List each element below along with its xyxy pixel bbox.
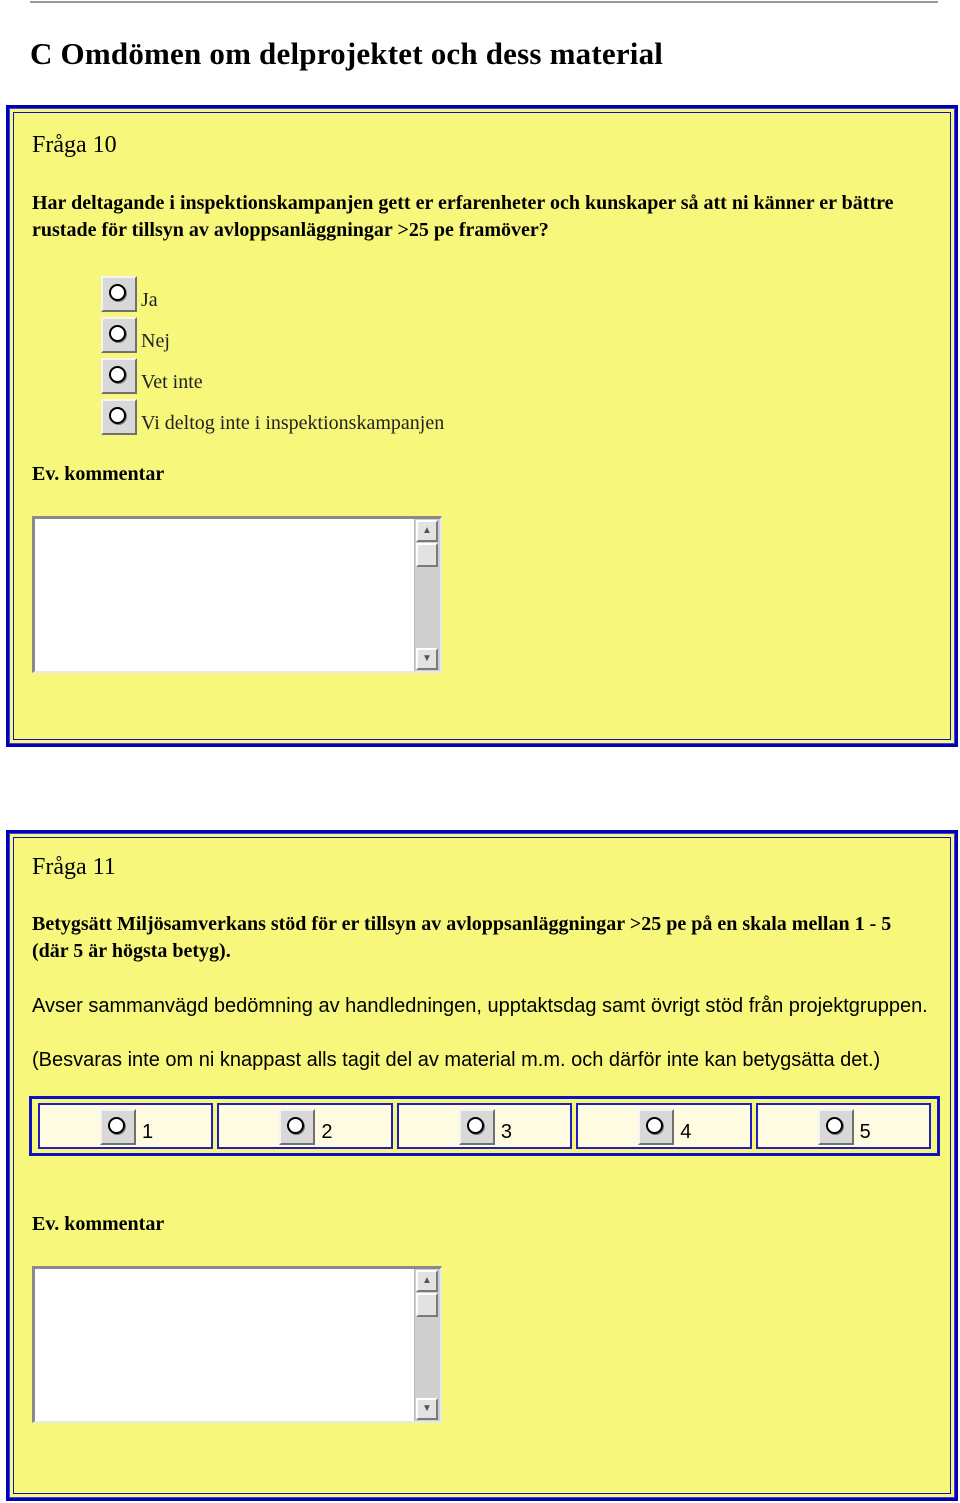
arrow-down-icon[interactable]: ▼ — [416, 1398, 438, 1420]
radio-button-icon[interactable] — [818, 1109, 854, 1145]
arrow-up-icon[interactable]: ▲ — [416, 520, 438, 542]
question-10-text: Har deltagande i inspektionskampanjen gett er erfarenheter och kunskaper så att ni känner er bättre rustade för tillsyn av avloppsanläggningar >25 pe framöver? — [32, 192, 894, 241]
rating-label: 1 — [142, 1121, 154, 1143]
question-11-panel — [6, 830, 958, 1501]
question-11-note: Avser sammanvägd bedömning av handledningen, upptaktsdag samt övrigt stöd från projektgruppen. — [32, 995, 928, 1017]
radio-button-icon[interactable] — [101, 358, 137, 394]
radio-button-icon[interactable] — [101, 276, 137, 312]
radio-button-icon[interactable] — [638, 1109, 674, 1145]
rating-option-5[interactable] — [756, 1103, 931, 1149]
radio-button-icon[interactable] — [101, 317, 137, 353]
arrow-up-icon[interactable]: ▲ — [416, 1270, 438, 1292]
rating-label: 5 — [859, 1121, 871, 1143]
scrollbar-thumb[interactable] — [416, 1293, 438, 1317]
option-label: Ja — [141, 289, 158, 311]
top-rule — [30, 1, 938, 3]
textarea-scrollbar[interactable] — [414, 519, 440, 671]
rating-label: 2 — [321, 1121, 333, 1143]
question-10-title: Fråga 10 — [32, 132, 117, 158]
textarea-scrollbar[interactable] — [414, 1269, 440, 1421]
radio-button-icon[interactable] — [101, 399, 137, 435]
option-nej[interactable] — [101, 312, 444, 353]
rating-option-3[interactable] — [397, 1103, 572, 1149]
rating-scale — [29, 1096, 940, 1156]
comment-textarea[interactable] — [32, 1266, 442, 1423]
option-label: Nej — [141, 330, 170, 352]
rating-label: 4 — [680, 1121, 692, 1143]
option-ja[interactable] — [101, 271, 444, 312]
rating-option-1[interactable] — [38, 1103, 213, 1149]
rating-option-2[interactable] — [217, 1103, 392, 1149]
scrollbar-thumb[interactable] — [416, 543, 438, 567]
radio-button-icon[interactable] — [279, 1109, 315, 1145]
comment-label: Ev. kommentar — [32, 463, 165, 485]
option-label: Vet inte — [141, 371, 203, 393]
question-11-title: Fråga 11 — [32, 854, 116, 880]
question-11-text: Betygsätt Miljösamverkans stöd för er tillsyn av avloppsanläggningar >25 pe på en skala mellan 1 - 5 (där 5 är högsta betyg). — [32, 913, 892, 962]
radio-button-icon[interactable] — [100, 1109, 136, 1145]
radio-button-icon[interactable] — [459, 1109, 495, 1145]
comment-textarea[interactable] — [32, 516, 442, 673]
question-10-panel — [6, 105, 958, 747]
option-vet-inte[interactable] — [101, 353, 444, 394]
rating-label: 3 — [500, 1121, 512, 1143]
rating-option-4[interactable] — [576, 1103, 751, 1149]
option-deltog-inte[interactable] — [101, 394, 444, 435]
question-11-note-2: (Besvaras inte om ni knappast alls tagit del av material m.m. och därför inte kan betygsätta det.) — [32, 1049, 881, 1071]
arrow-down-icon[interactable]: ▼ — [416, 648, 438, 670]
option-label: Vi deltog inte i inspektionskampanjen — [141, 412, 445, 434]
question-10-options — [101, 271, 444, 435]
section-title: C Omdömen om delprojektet och dess material — [30, 36, 664, 71]
comment-label: Ev. kommentar — [32, 1213, 165, 1235]
